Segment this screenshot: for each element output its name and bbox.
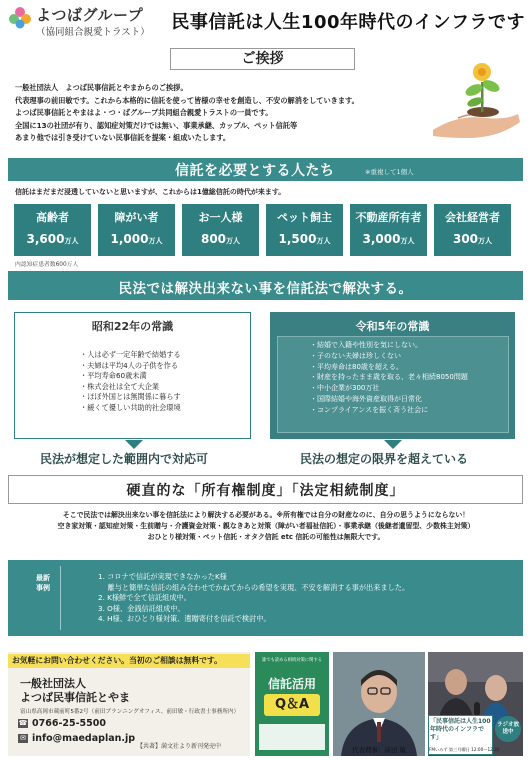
- email-address[interactable]: ✉ info@maedaplan.jp: [18, 733, 135, 744]
- stat-card-single: [182, 204, 259, 256]
- list-item: 3. O様、金銭信託組成中。: [98, 603, 185, 613]
- list-item: ・平均寿命は80歳を超える。: [310, 362, 403, 371]
- book-top-text: 誰でも読める相続対策に関する: [261, 658, 323, 663]
- stat-footnote: 内認知症患者数600万人: [15, 262, 79, 268]
- list-item: 離与と簡単な信託の組み合わせでかねてからの希望を実現、不安を解消する事が出来ました。: [98, 582, 410, 592]
- list-item: ・ほぼ外国とは無関係に暮らす: [80, 392, 181, 402]
- logo-name: よつばグループ: [36, 6, 144, 24]
- book-credit: 【共著】満文社より新刊発売中: [137, 743, 222, 750]
- phone-number[interactable]: ☎ 0766-25-5500: [18, 718, 106, 729]
- rigid-line: おひとり様対策・ペット信託・オタク信託 etc 信託の可能性は無限大です。: [147, 533, 385, 542]
- list-item: ・財産を持ったまま歳を取る、老々相続8050問題: [310, 373, 468, 382]
- organization-address: 富山県高岡市蔵前町5番2号（前田プランニングオフィス、前田敏・行政書士事務所内）: [20, 709, 240, 715]
- greeting-line: 一般社団法人 よつば民事信託とやまからのご挨拶。: [15, 83, 188, 92]
- radio-schedule: FMいみず 第三月曜日 12:00～12:30: [429, 747, 500, 752]
- list-item: ・中小企業が300万社: [310, 384, 380, 393]
- solve-section-title: 民法では解決出来ない事を信託法で解決する。: [118, 281, 413, 297]
- phone-icon: ☎: [18, 719, 28, 727]
- organization-name: よつば民事信託とやま: [20, 691, 130, 704]
- list-item: ・夫婦は平均4人の子供を作る: [80, 360, 179, 370]
- stat-value: 3,000万人: [362, 232, 415, 246]
- stat-card-disabled: [98, 204, 175, 256]
- representative-caption: 代表理事：前田 敏: [351, 746, 407, 754]
- stat-label: 会社経営者: [445, 211, 500, 224]
- book-illustration: [259, 724, 325, 750]
- greeting-title: ご挨拶: [170, 48, 355, 70]
- stat-card-elderly: [14, 204, 91, 256]
- organization-type: 一般社団法人: [20, 677, 86, 690]
- stat-value: 1,500万人: [278, 232, 331, 246]
- clover-logo-icon: [8, 6, 32, 30]
- stat-value: 3,600万人: [26, 232, 79, 246]
- book-title: 信託活用: [267, 677, 316, 691]
- showa-caption: 民法が想定した範囲内で対応可: [40, 452, 209, 466]
- list-item: ・株式会社は全て大企業: [80, 381, 160, 391]
- list-item: ・緩くて優しい共助的社会環境: [80, 402, 181, 412]
- list-item: ・結婚で入籍や性別を気にしない。: [310, 341, 422, 349]
- showa-list: [80, 350, 181, 414]
- contact-banner: お気軽にお問い合わせください。当初のご相談は無料です。: [8, 654, 250, 668]
- rigid-line: 空き家対策・認知症対策・生前贈与・介護資金対策・親なきあと対策（障がい者福祉信託）・事業承継（後継者遺留型、少数株主対策）: [57, 522, 475, 531]
- greeting-line: よつば民事信託とやまはよ・つ・ばグループ共同組合親愛トラストの一員です。: [15, 108, 273, 118]
- stat-card-real-estate-owner: [350, 204, 427, 256]
- logo-subtitle: （協同組合親愛トラスト）: [36, 27, 150, 38]
- stat-label: 不動産所有者: [355, 211, 422, 224]
- down-arrow-icon: [125, 440, 143, 449]
- book-qa-badge: Q＆A: [264, 694, 320, 716]
- need-section-description: 信託はまだまだ浸透していないと思いますが、これからは1億総信託の時代が来ます。: [15, 188, 286, 196]
- greeting-line: 全国に13の社団が有り、認知症対策だけでは無い、事業承継、カップル、ペット信託等: [15, 120, 298, 130]
- list-item: 1. コロナで信託が実現できなかったK様: [98, 572, 227, 581]
- hand-with-plant-icon: [428, 52, 523, 144]
- down-arrow-icon: [384, 440, 402, 449]
- representative-photo: [333, 652, 425, 756]
- stat-value: 300万人: [452, 232, 493, 246]
- page-headline: 民事信託は人生100年時代のインフラです: [171, 12, 525, 33]
- radio-program-title: 「民事信託は人生100年時代のインフラです」: [430, 718, 491, 741]
- list-item: ・子のない夫婦は珍しくない: [310, 351, 401, 360]
- stat-card-company-owner: [434, 204, 511, 256]
- list-item: 4. H様、おひとり様対策、遺贈寄付を信託で検討中。: [98, 614, 271, 624]
- stat-label: 障がい者: [114, 211, 159, 224]
- greeting-line: 代表理事の前田敏です。これから本格的に信託を使って皆様の幸せを創造し、不安の解消をしていきます。: [15, 95, 359, 105]
- reiwa-list: [310, 340, 468, 416]
- stat-value: 1,000万人: [110, 232, 163, 246]
- reiwa-caption: 民法の想定の限界を超えている: [300, 452, 469, 466]
- rigid-systems-title: 硬直的な「所有権制度」「法定相続制度」: [126, 483, 405, 499]
- list-item: ・国際結婚や海外資産取得が日常化: [310, 394, 422, 403]
- greeting-text: [15, 82, 420, 145]
- rigid-line: そこで民法では解決出来ない事を信託法により解決する必要がある。※所有権では自分の財産なのに、自分の思うようにならない！: [62, 511, 470, 519]
- stat-value: 800万人: [200, 232, 241, 246]
- page-header: [0, 0, 531, 44]
- need-section-note: ※重複して1個人: [365, 168, 414, 176]
- list-item: ・平均寿命60歳未満: [80, 371, 147, 381]
- radio-badge: ラジオ放送中: [495, 716, 521, 742]
- latest-cases-list: [98, 572, 409, 625]
- latest-cases-label: 最新事例: [36, 574, 50, 592]
- showa-title: 昭和22年の常識: [91, 320, 174, 333]
- stat-card-pet-owner: [266, 204, 343, 256]
- stat-label: お一人様: [198, 211, 243, 224]
- rigid-systems-text: [12, 510, 520, 544]
- stat-label: 高齢者: [36, 211, 69, 224]
- mail-icon: ✉: [18, 734, 28, 743]
- list-item: 2. K様鮮で全て信託組成中。: [98, 593, 191, 603]
- need-section-title: 信託を必要とする人たち: [175, 163, 335, 179]
- greeting-line: あまり他では引き受けていない民事信託を提案・組成いたします。: [15, 133, 231, 143]
- reiwa-title: 令和5年の常識: [355, 320, 430, 333]
- stat-label: ペット飼主: [277, 211, 332, 224]
- list-item: ・コンプライアンスを振く斉う社会に: [310, 405, 429, 414]
- list-item: ・人は必ず一定年齢で結婚する: [80, 350, 181, 359]
